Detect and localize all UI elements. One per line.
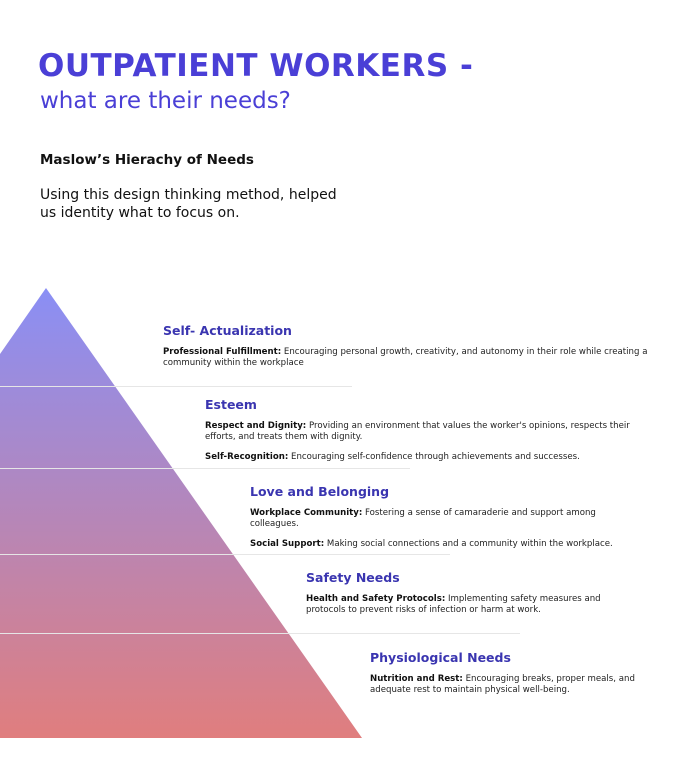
level-title: Physiological Needs: [370, 650, 511, 665]
item-text: Implementing safety measures and protocols to prevent risks of infection or harm at work.: [306, 594, 601, 616]
item-text: Encouraging breaks, proper meals, and adequate rest to maintain physical well-being.: [370, 674, 635, 696]
level-item: [250, 508, 640, 531]
item-text: Providing an environment that values the worker's opinions, respects their efforts, and treats them with dignity.: [205, 421, 630, 443]
level-divider: [0, 633, 520, 634]
pyramid-level-self-actualization: [163, 323, 653, 378]
item-text: Encouraging self-confidence through achievements and successes.: [288, 451, 580, 462]
level-divider: [0, 386, 352, 387]
item-text: Encouraging personal growth, creativity, and autonomy in their role while creating a community within the workplace: [163, 347, 648, 369]
pyramid-level-love-and-belonging: [250, 484, 660, 558]
level-item: [306, 594, 636, 617]
level-title: Esteem: [205, 397, 257, 412]
level-title: Self- Actualization: [163, 323, 292, 338]
page-subtitle: what are their needs?: [40, 88, 291, 114]
item-label: Self-Recognition:: [205, 451, 289, 462]
level-item: [370, 674, 650, 697]
item-label: Professional Fulfillment:: [163, 347, 282, 357]
item-label: Nutrition and Rest:: [370, 674, 463, 684]
level-item: [250, 539, 660, 550]
item-text: Making social connections and a community within the workplace.: [324, 538, 613, 549]
level-title: Safety Needs: [306, 570, 400, 585]
level-item: [205, 421, 650, 444]
page-title: OUTPATIENT WORKERS -: [38, 48, 474, 84]
item-text: Fostering a sense of camaraderie and support among colleagues.: [250, 508, 596, 530]
item-label: Respect and Dignity:: [205, 421, 307, 431]
pyramid-level-safety-needs: [306, 570, 636, 625]
level-item: [205, 452, 650, 463]
item-label: Social Support:: [250, 538, 325, 549]
pyramid-level-physiological-needs: [370, 650, 650, 705]
level-item: [163, 347, 653, 370]
method-heading: Maslow’s Hierachy of Needs: [40, 152, 254, 168]
method-description: Using this design thinking method, helped us identity what to focus on.: [40, 187, 337, 221]
item-label: Health and Safety Protocols:: [306, 594, 446, 604]
item-label: Workplace Community:: [250, 508, 363, 518]
level-title: Love and Belonging: [250, 484, 390, 499]
pyramid-level-esteem: [205, 397, 650, 471]
